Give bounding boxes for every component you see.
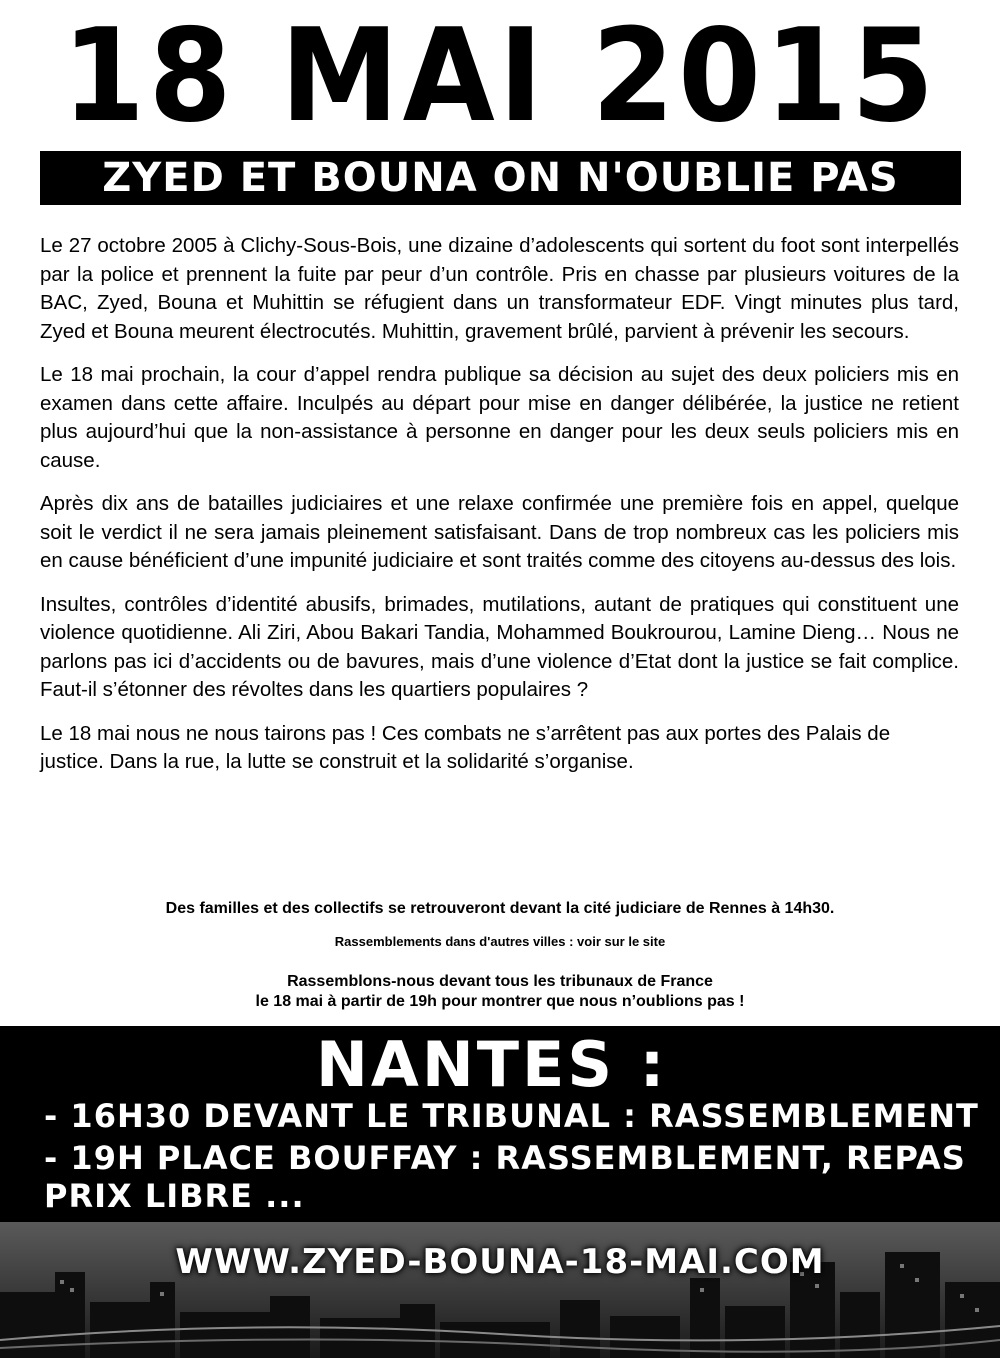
rally-line: le 18 mai à partir de 19h pour montrer que nous n’oublions pas !	[255, 993, 745, 1010]
city-skyline-image	[0, 1222, 1000, 1358]
website-url[interactable]: WWW.ZYED-BOUNA-18-MAI.COM	[175, 1242, 825, 1282]
rally-line: Rassemblons-nous devant tous les tribunaux de France	[287, 973, 713, 990]
paragraph: Après dix ans de batailles judiciaires et une relaxe confirmée une première fois en appel, quelque soit le verdict il ne sera jamais pleinement satisfaisant. Dans de trop nombreux cas les policiers mis en cause bénéficient d’une impunité judiciaire et sont traités comme des citoyens au-dessus des lois.	[40, 492, 959, 572]
families-notice: Des familles et des collectifs se retrouveront devant la cité judiciare de Rennes à 14h30.	[165, 900, 835, 917]
paragraph: Insultes, contrôles d’identité abusifs, brimades, mutilations, autant de pratiques qui constituent une violence quotidienne. Ali Ziri, Abou Bakari Tandia, Mohammed Boukrourou, Lamine Dieng… Nous ne parlons pas ici d’accidents ou de bavures, mais d’une violence d’Etat dont la justice se fait complice. Faut-il s’étonner des révoltes dans les quartiers populaires ?	[40, 592, 959, 701]
poster-title: 18 MAI 2015	[62, 2, 938, 151]
nantes-event-line: PRIX LIBRE ...	[44, 1177, 305, 1215]
nantes-banner	[0, 1026, 1000, 1222]
nantes-event-line: - 16H30 DEVANT LE TRIBUNAL : RASSEMBLEMENT	[44, 1097, 979, 1135]
paragraph: Le 18 mai nous ne nous tairons pas ! Ces combats ne s’arrêtent pas aux portes des Palais de justice. Dans la rue, la lutte se construit et la solidarité s’organise.	[40, 721, 891, 773]
body-text	[40, 232, 959, 792]
paragraph: Le 18 mai prochain, la cour d’appel rendra publique sa décision au sujet des deux policiers mis en examen dans cette affaire. Inculpés au départ pour mise en danger délibérée, la justice ne retient plus aujourd’hui que la non-assistance à personne en danger pour les deux seuls policiers mis en cause.	[40, 363, 959, 472]
nantes-event-line: - 19H PLACE BOUFFAY : RASSEMBLEMENT, REPAS	[44, 1139, 966, 1177]
paragraph: Le 27 octobre 2005 à Clichy-Sous-Bois, une dizaine d’adolescents qui sortent du foot sont interpellés par la police et prennent la fuite par peur d’un contrôle. Pris en chasse par plusieurs voitures de la BAC, Zyed, Bouna et Muhittin se réfugient dans un transformateur EDF. Vingt minutes plus tard, Zyed et Bouna meurent électrocutés. Muhittin, gravement brûlé, parvient à prévenir les secours.	[40, 234, 959, 343]
nantes-title: NANTES :	[316, 1028, 668, 1101]
subtitle-banner: ZYED ET BOUNA ON N'OUBLIE PAS	[40, 151, 961, 205]
other-cities-notice: Rassemblements dans d'autres villes : voir sur le site	[334, 934, 666, 949]
rally-notice	[0, 972, 1000, 1012]
